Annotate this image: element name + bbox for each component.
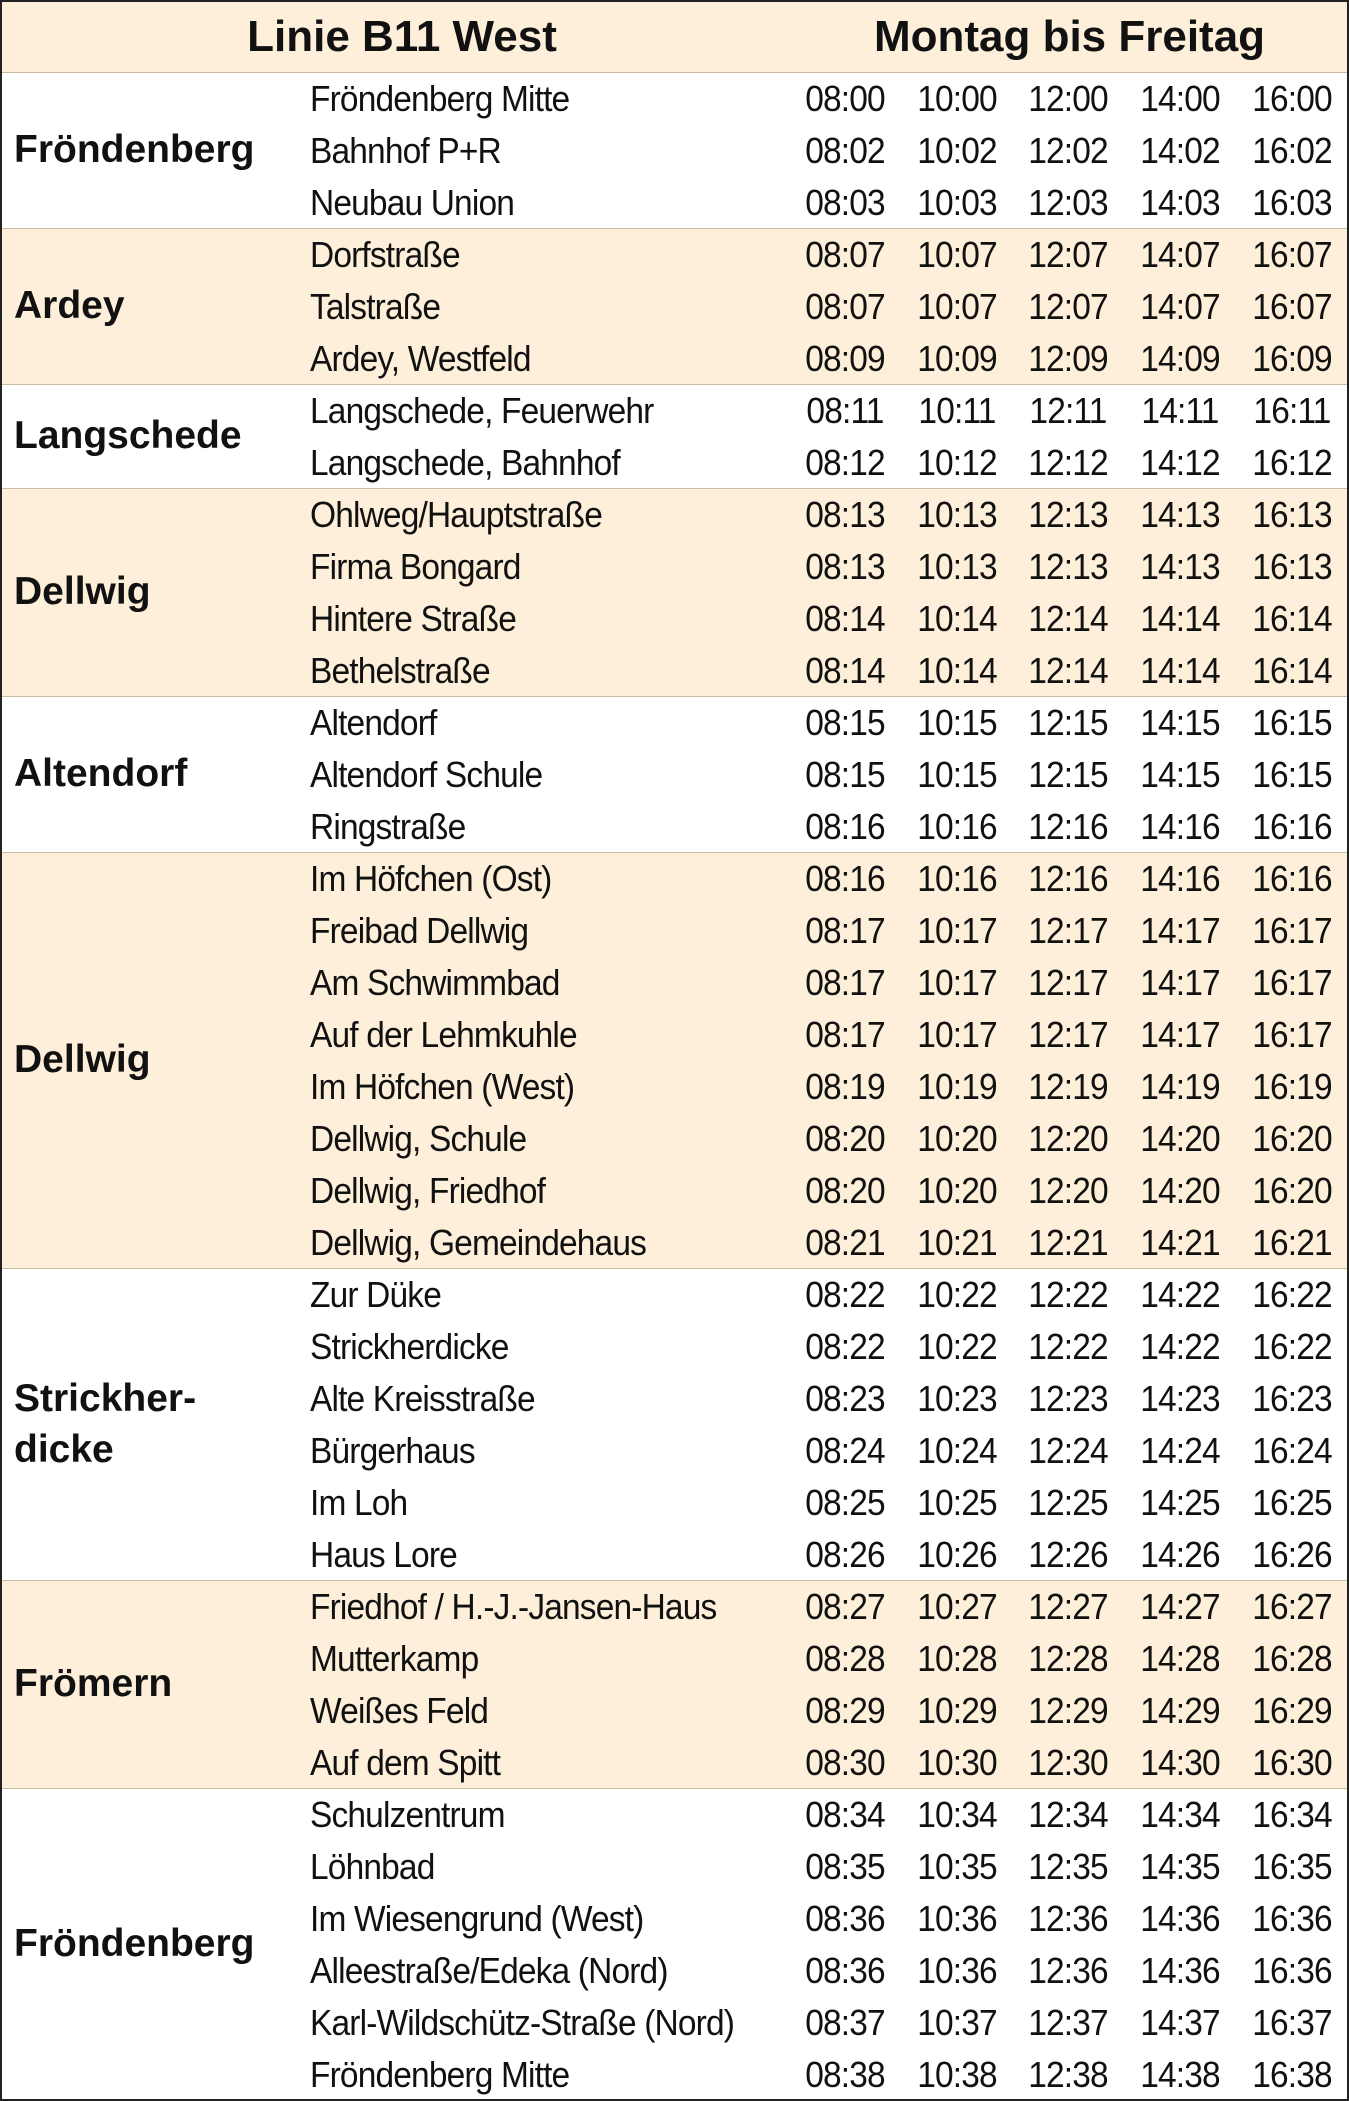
stop-name: Haus Lore	[310, 1534, 457, 1575]
departure-time: 08:15	[805, 754, 885, 795]
departure-time: 08:37	[805, 2002, 885, 2043]
departure-time: 10:13	[917, 494, 997, 535]
departure-time: 12:11	[1029, 390, 1107, 431]
stop-name: Alleestraße/Edeka (Nord)	[310, 1950, 668, 1991]
departure-time: 10:25	[917, 1482, 997, 1523]
departure-time: 16:12	[1252, 442, 1332, 483]
stop-name: Im Höfchen (Ost)	[310, 858, 552, 899]
departure-time: 08:11	[806, 390, 884, 431]
town-label: Frömern	[14, 1662, 173, 1706]
departure-time: 08:07	[805, 234, 885, 275]
departure-time: 10:02	[917, 130, 997, 171]
departure-time: 12:09	[1028, 338, 1108, 379]
stop-row	[2, 1685, 1347, 1737]
town-label: Ardey	[14, 284, 125, 328]
stop-name: Auf dem Spitt	[310, 1742, 501, 1783]
departure-time: 14:27	[1140, 1586, 1220, 1627]
town-label: Fröndenberg	[14, 1922, 255, 1966]
departure-time: 08:27	[805, 1586, 885, 1627]
departure-time: 12:15	[1028, 702, 1108, 743]
stop-row	[2, 229, 1347, 281]
stop-row	[2, 1165, 1347, 1217]
departure-time: 10:22	[917, 1326, 997, 1367]
stop-row	[2, 1841, 1347, 1893]
stop-group	[2, 489, 1347, 697]
departure-time: 12:03	[1028, 182, 1108, 223]
departure-time: 14:07	[1140, 234, 1220, 275]
stop-row	[2, 1737, 1347, 1789]
departure-time: 16:26	[1252, 1534, 1332, 1575]
stop-name: Auf der Lehmkuhle	[310, 1014, 577, 1055]
departure-time: 16:14	[1252, 650, 1332, 691]
town-label: Dellwig	[14, 1038, 151, 1082]
stop-name: Bahnhof P+R	[310, 130, 501, 171]
departure-time: 08:14	[805, 598, 885, 639]
stop-row	[2, 905, 1347, 957]
stop-row	[2, 1997, 1347, 2049]
departure-time: 10:22	[917, 1274, 997, 1315]
stop-name: Altendorf	[310, 702, 437, 743]
stop-name: Dellwig, Gemeindehaus	[310, 1222, 647, 1263]
departure-time: 08:02	[805, 130, 885, 171]
departure-time: 10:03	[917, 182, 997, 223]
departure-time: 10:07	[917, 234, 997, 275]
departure-time: 08:17	[805, 962, 885, 1003]
stop-name: Alte Kreisstraße	[310, 1378, 535, 1419]
departure-time: 14:22	[1140, 1326, 1220, 1367]
departure-time: 10:15	[917, 754, 997, 795]
departure-time: 12:20	[1028, 1170, 1108, 1211]
stop-name: Firma Bongard	[310, 546, 521, 587]
stop-name: Bürgerhaus	[310, 1430, 475, 1471]
stop-group	[2, 697, 1347, 853]
departure-time: 16:38	[1252, 2054, 1332, 2095]
departure-time: 14:19	[1140, 1066, 1220, 1107]
departure-time: 08:07	[805, 286, 885, 327]
stop-row	[2, 1945, 1347, 1997]
departure-time: 10:19	[917, 1066, 997, 1107]
departure-time: 08:03	[805, 182, 885, 223]
departure-time: 08:13	[805, 494, 885, 535]
stop-name: Hintere Straße	[310, 598, 516, 639]
departure-time: 12:16	[1028, 858, 1108, 899]
departure-time: 12:21	[1028, 1222, 1108, 1263]
stop-row	[2, 957, 1347, 1009]
departure-time: 08:00	[805, 78, 885, 119]
departure-time: 16:15	[1252, 702, 1332, 743]
departure-time: 08:38	[805, 2054, 885, 2095]
departure-time: 12:14	[1028, 598, 1108, 639]
departure-time: 16:16	[1252, 806, 1332, 847]
departure-time: 10:23	[917, 1378, 997, 1419]
departure-time: 12:17	[1028, 1014, 1108, 1055]
departure-time: 16:30	[1252, 1742, 1332, 1783]
departure-time: 16:21	[1252, 1222, 1332, 1263]
departure-time: 16:13	[1252, 494, 1332, 535]
departure-time: 12:30	[1028, 1742, 1108, 1783]
timetable-header	[2, 2, 1347, 73]
departure-time: 08:21	[805, 1222, 885, 1263]
departure-time: 14:15	[1140, 702, 1220, 743]
departure-time: 14:12	[1140, 442, 1220, 483]
stop-name: Im Höfchen (West)	[310, 1066, 575, 1107]
departure-time: 14:21	[1140, 1222, 1220, 1263]
stop-name: Freibad Dellwig	[310, 910, 529, 951]
stop-group	[2, 1269, 1347, 1581]
departure-time: 10:29	[917, 1690, 997, 1731]
town-label: Fröndenberg	[14, 128, 255, 172]
departure-time: 08:36	[805, 1898, 885, 1939]
stop-row	[2, 1113, 1347, 1165]
departure-time: 16:13	[1252, 546, 1332, 587]
departure-time: 16:22	[1252, 1326, 1332, 1367]
departure-time: 10:35	[917, 1846, 997, 1887]
departure-time: 14:17	[1140, 962, 1220, 1003]
stop-name: Langschede, Feuerwehr	[310, 390, 654, 431]
departure-time: 12:07	[1028, 286, 1108, 327]
stop-row	[2, 1581, 1347, 1633]
departure-time: 12:25	[1028, 1482, 1108, 1523]
stop-row	[2, 1425, 1347, 1477]
stop-row	[2, 697, 1347, 749]
departure-time: 16:03	[1252, 182, 1332, 223]
stop-name: Strickherdicke	[310, 1326, 509, 1367]
stop-name: Ringstraße	[310, 806, 466, 847]
stop-row	[2, 1061, 1347, 1113]
departure-time: 08:09	[805, 338, 885, 379]
departure-time: 10:07	[917, 286, 997, 327]
departure-time: 14:20	[1140, 1170, 1220, 1211]
stop-group	[2, 1789, 1347, 2101]
departure-time: 10:15	[917, 702, 997, 743]
stop-row	[2, 385, 1347, 437]
stop-row	[2, 1373, 1347, 1425]
departure-time: 10:14	[917, 650, 997, 691]
departure-time: 10:36	[917, 1898, 997, 1939]
departure-time: 14:26	[1140, 1534, 1220, 1575]
departure-time: 10:24	[917, 1430, 997, 1471]
stop-row	[2, 853, 1347, 905]
departure-time: 08:22	[805, 1274, 885, 1315]
departure-time: 14:25	[1140, 1482, 1220, 1523]
departure-time: 16:19	[1252, 1066, 1332, 1107]
stop-row	[2, 1789, 1347, 1841]
departure-time: 08:28	[805, 1638, 885, 1679]
departure-time: 16:27	[1252, 1586, 1332, 1627]
departure-time: 14:36	[1140, 1898, 1220, 1939]
stop-name: Neubau Union	[310, 182, 515, 223]
stop-name: Dellwig, Schule	[310, 1118, 527, 1159]
stop-name: Ardey, Westfeld	[310, 338, 531, 379]
departure-time: 16:36	[1252, 1950, 1332, 1991]
departure-time: 12:00	[1028, 78, 1108, 119]
departure-time: 12:22	[1028, 1326, 1108, 1367]
departure-time: 14:13	[1140, 494, 1220, 535]
departure-time: 16:02	[1252, 130, 1332, 171]
departure-time: 08:13	[805, 546, 885, 587]
stop-name: Friedhof / H.-J.-Jansen-Haus	[310, 1586, 717, 1627]
departure-time: 14:00	[1140, 78, 1220, 119]
departure-time: 10:16	[917, 806, 997, 847]
departure-time: 12:37	[1028, 2002, 1108, 2043]
departure-time: 08:29	[805, 1690, 885, 1731]
departure-time: 16:29	[1252, 1690, 1332, 1731]
departure-time: 14:09	[1140, 338, 1220, 379]
departure-time: 16:07	[1252, 286, 1332, 327]
stop-row	[2, 1217, 1347, 1269]
departure-time: 12:13	[1028, 494, 1108, 535]
departure-time: 08:25	[805, 1482, 885, 1523]
departure-time: 14:28	[1140, 1638, 1220, 1679]
stop-name: Dellwig, Friedhof	[310, 1170, 546, 1211]
departure-time: 14:30	[1140, 1742, 1220, 1783]
departure-time: 10:14	[917, 598, 997, 639]
stop-name: Am Schwimmbad	[310, 962, 560, 1003]
departure-time: 08:20	[805, 1118, 885, 1159]
departure-time: 12:35	[1028, 1846, 1108, 1887]
departure-time: 16:22	[1252, 1274, 1332, 1315]
departure-time: 08:22	[805, 1326, 885, 1367]
departure-time: 16:34	[1252, 1794, 1332, 1835]
stop-name: Altendorf Schule	[310, 754, 543, 795]
departure-time: 14:38	[1140, 2054, 1220, 2095]
departure-time: 12:36	[1028, 1950, 1108, 1991]
departure-time: 10:20	[917, 1170, 997, 1211]
departure-time: 12:17	[1028, 962, 1108, 1003]
stop-name: Dorfstraße	[310, 234, 460, 275]
stop-name: Langschede, Bahnhof	[310, 442, 620, 483]
departure-time: 10:34	[917, 1794, 997, 1835]
departure-time: 16:16	[1252, 858, 1332, 899]
departure-time: 10:28	[917, 1638, 997, 1679]
departure-time: 08:23	[805, 1378, 885, 1419]
departure-time: 08:17	[805, 910, 885, 951]
departure-time: 14:20	[1140, 1118, 1220, 1159]
departure-time: 16:20	[1252, 1118, 1332, 1159]
service-days: Montag bis Freitag	[873, 12, 1266, 61]
departure-time: 14:22	[1140, 1274, 1220, 1315]
stop-row	[2, 177, 1347, 229]
departure-time: 16:20	[1252, 1170, 1332, 1211]
departure-time: 10:16	[917, 858, 997, 899]
departure-time: 08:30	[805, 1742, 885, 1783]
departure-time: 14:29	[1140, 1690, 1220, 1731]
stop-name: Im Wiesengrund (West)	[310, 1898, 644, 1939]
departure-time: 10:17	[917, 962, 997, 1003]
departure-time: 10:11	[918, 390, 996, 431]
departure-time: 12:27	[1028, 1586, 1108, 1627]
stop-name: Schulzentrum	[310, 1794, 505, 1835]
departure-time: 10:38	[917, 2054, 997, 2095]
departure-time: 14:17	[1140, 1014, 1220, 1055]
town-label: Altendorf	[14, 752, 188, 796]
stop-row	[2, 281, 1347, 333]
stop-row	[2, 1529, 1347, 1581]
stop-row	[2, 1009, 1347, 1061]
departure-time: 16:25	[1252, 1482, 1332, 1523]
departure-time: 08:19	[805, 1066, 885, 1107]
departure-time: 12:28	[1028, 1638, 1108, 1679]
departure-time: 16:36	[1252, 1898, 1332, 1939]
stop-row	[2, 125, 1347, 177]
departure-time: 14:24	[1140, 1430, 1220, 1471]
departure-time: 10:17	[917, 1014, 997, 1055]
stop-group	[2, 385, 1347, 489]
departure-time: 14:14	[1140, 598, 1220, 639]
departure-time: 12:26	[1028, 1534, 1108, 1575]
stop-group	[2, 73, 1347, 229]
departure-time: 12:15	[1028, 754, 1108, 795]
departure-time: 14:16	[1140, 806, 1220, 847]
departure-time: 14:16	[1140, 858, 1220, 899]
departure-time: 12:23	[1028, 1378, 1108, 1419]
stop-row	[2, 1633, 1347, 1685]
stop-name: Im Loh	[310, 1482, 408, 1523]
stop-name: Talstraße	[310, 286, 441, 327]
departure-time: 08:35	[805, 1846, 885, 1887]
departure-time: 12:17	[1028, 910, 1108, 951]
stop-name: Weißes Feld	[310, 1690, 489, 1731]
town-label: Langschede	[14, 414, 242, 458]
stop-row	[2, 1477, 1347, 1529]
line-title: Linie B11 West	[247, 12, 557, 61]
departure-time: 16:24	[1252, 1430, 1332, 1471]
departure-time: 12:12	[1028, 442, 1108, 483]
departure-time: 14:13	[1140, 546, 1220, 587]
stop-row	[2, 437, 1347, 489]
departure-time: 08:14	[805, 650, 885, 691]
stop-name: Fröndenberg Mitte	[310, 2054, 570, 2095]
stop-row	[2, 749, 1347, 801]
stop-group	[2, 229, 1347, 385]
departure-time: 16:17	[1252, 1014, 1332, 1055]
departure-time: 16:17	[1252, 962, 1332, 1003]
town-label: Dellwig	[14, 570, 151, 614]
departure-time: 14:36	[1140, 1950, 1220, 1991]
stop-name: Löhnbad	[310, 1846, 435, 1887]
stop-row	[2, 1321, 1347, 1373]
departure-time: 16:15	[1252, 754, 1332, 795]
departure-time: 16:23	[1252, 1378, 1332, 1419]
stop-row	[2, 541, 1347, 593]
departure-time: 10:13	[917, 546, 997, 587]
stop-row	[2, 1269, 1347, 1321]
departure-time: 10:36	[917, 1950, 997, 1991]
departure-time: 12:14	[1028, 650, 1108, 691]
departure-time: 14:17	[1140, 910, 1220, 951]
departure-time: 16:07	[1252, 234, 1332, 275]
departure-time: 10:30	[917, 1742, 997, 1783]
departure-time: 10:26	[917, 1534, 997, 1575]
departure-time: 08:34	[805, 1794, 885, 1835]
departure-time: 10:17	[917, 910, 997, 951]
departure-time: 14:34	[1140, 1794, 1220, 1835]
departure-time: 12:22	[1028, 1274, 1108, 1315]
departure-time: 12:34	[1028, 1794, 1108, 1835]
departure-time: 08:36	[805, 1950, 885, 1991]
departure-time: 08:17	[805, 1014, 885, 1055]
stop-row	[2, 1893, 1347, 1945]
stop-row	[2, 645, 1347, 697]
departure-time: 12:19	[1028, 1066, 1108, 1107]
departure-time: 12:13	[1028, 546, 1108, 587]
stop-name: Bethelstraße	[310, 650, 490, 691]
stop-name: Karl-Wildschütz-Straße (Nord)	[310, 2002, 735, 2043]
stop-row	[2, 333, 1347, 385]
departure-time: 14:07	[1140, 286, 1220, 327]
stop-group	[2, 853, 1347, 1269]
departure-time: 14:15	[1140, 754, 1220, 795]
departure-time: 12:20	[1028, 1118, 1108, 1159]
departure-time: 16:37	[1252, 2002, 1332, 2043]
stop-name: Zur Düke	[310, 1274, 441, 1315]
departure-time: 08:20	[805, 1170, 885, 1211]
departure-time: 14:02	[1140, 130, 1220, 171]
stop-row	[2, 73, 1347, 125]
departure-time: 10:09	[917, 338, 997, 379]
stop-name: Fröndenberg Mitte	[310, 78, 570, 119]
departure-time: 12:07	[1028, 234, 1108, 275]
departure-time: 14:35	[1140, 1846, 1220, 1887]
departure-time: 08:12	[805, 442, 885, 483]
town-label: Strickher- dicke	[14, 1376, 197, 1471]
departure-time: 14:03	[1140, 182, 1220, 223]
departure-time: 10:37	[917, 2002, 997, 2043]
departure-time: 14:23	[1140, 1378, 1220, 1419]
stop-group	[2, 1581, 1347, 1789]
stop-name: Mutterkamp	[310, 1638, 479, 1679]
departure-time: 10:27	[917, 1586, 997, 1627]
departure-time: 16:28	[1252, 1638, 1332, 1679]
departure-time: 08:24	[805, 1430, 885, 1471]
departure-time: 10:20	[917, 1118, 997, 1159]
departure-time: 08:26	[805, 1534, 885, 1575]
departure-time: 16:14	[1252, 598, 1332, 639]
departure-time: 16:09	[1252, 338, 1332, 379]
departure-time: 10:00	[917, 78, 997, 119]
departure-time: 12:38	[1028, 2054, 1108, 2095]
stop-row	[2, 801, 1347, 853]
departure-time: 14:11	[1141, 390, 1219, 431]
departure-time: 16:35	[1252, 1846, 1332, 1887]
departure-time: 12:02	[1028, 130, 1108, 171]
departure-time: 14:37	[1140, 2002, 1220, 2043]
departure-time: 12:24	[1028, 1430, 1108, 1471]
departure-time: 08:15	[805, 702, 885, 743]
departure-time: 08:16	[805, 806, 885, 847]
stop-row	[2, 593, 1347, 645]
departure-time: 16:00	[1252, 78, 1332, 119]
departure-time: 10:21	[917, 1222, 997, 1263]
departure-time: 12:16	[1028, 806, 1108, 847]
departure-time: 16:11	[1253, 390, 1331, 431]
departure-time: 12:36	[1028, 1898, 1108, 1939]
departure-time: 08:16	[805, 858, 885, 899]
departure-time: 12:29	[1028, 1690, 1108, 1731]
stop-row	[2, 489, 1347, 541]
departure-time: 10:12	[917, 442, 997, 483]
departure-time: 16:17	[1252, 910, 1332, 951]
stop-row	[2, 2049, 1347, 2101]
departure-time: 14:14	[1140, 650, 1220, 691]
stop-name: Ohlweg/Hauptstraße	[310, 494, 602, 535]
